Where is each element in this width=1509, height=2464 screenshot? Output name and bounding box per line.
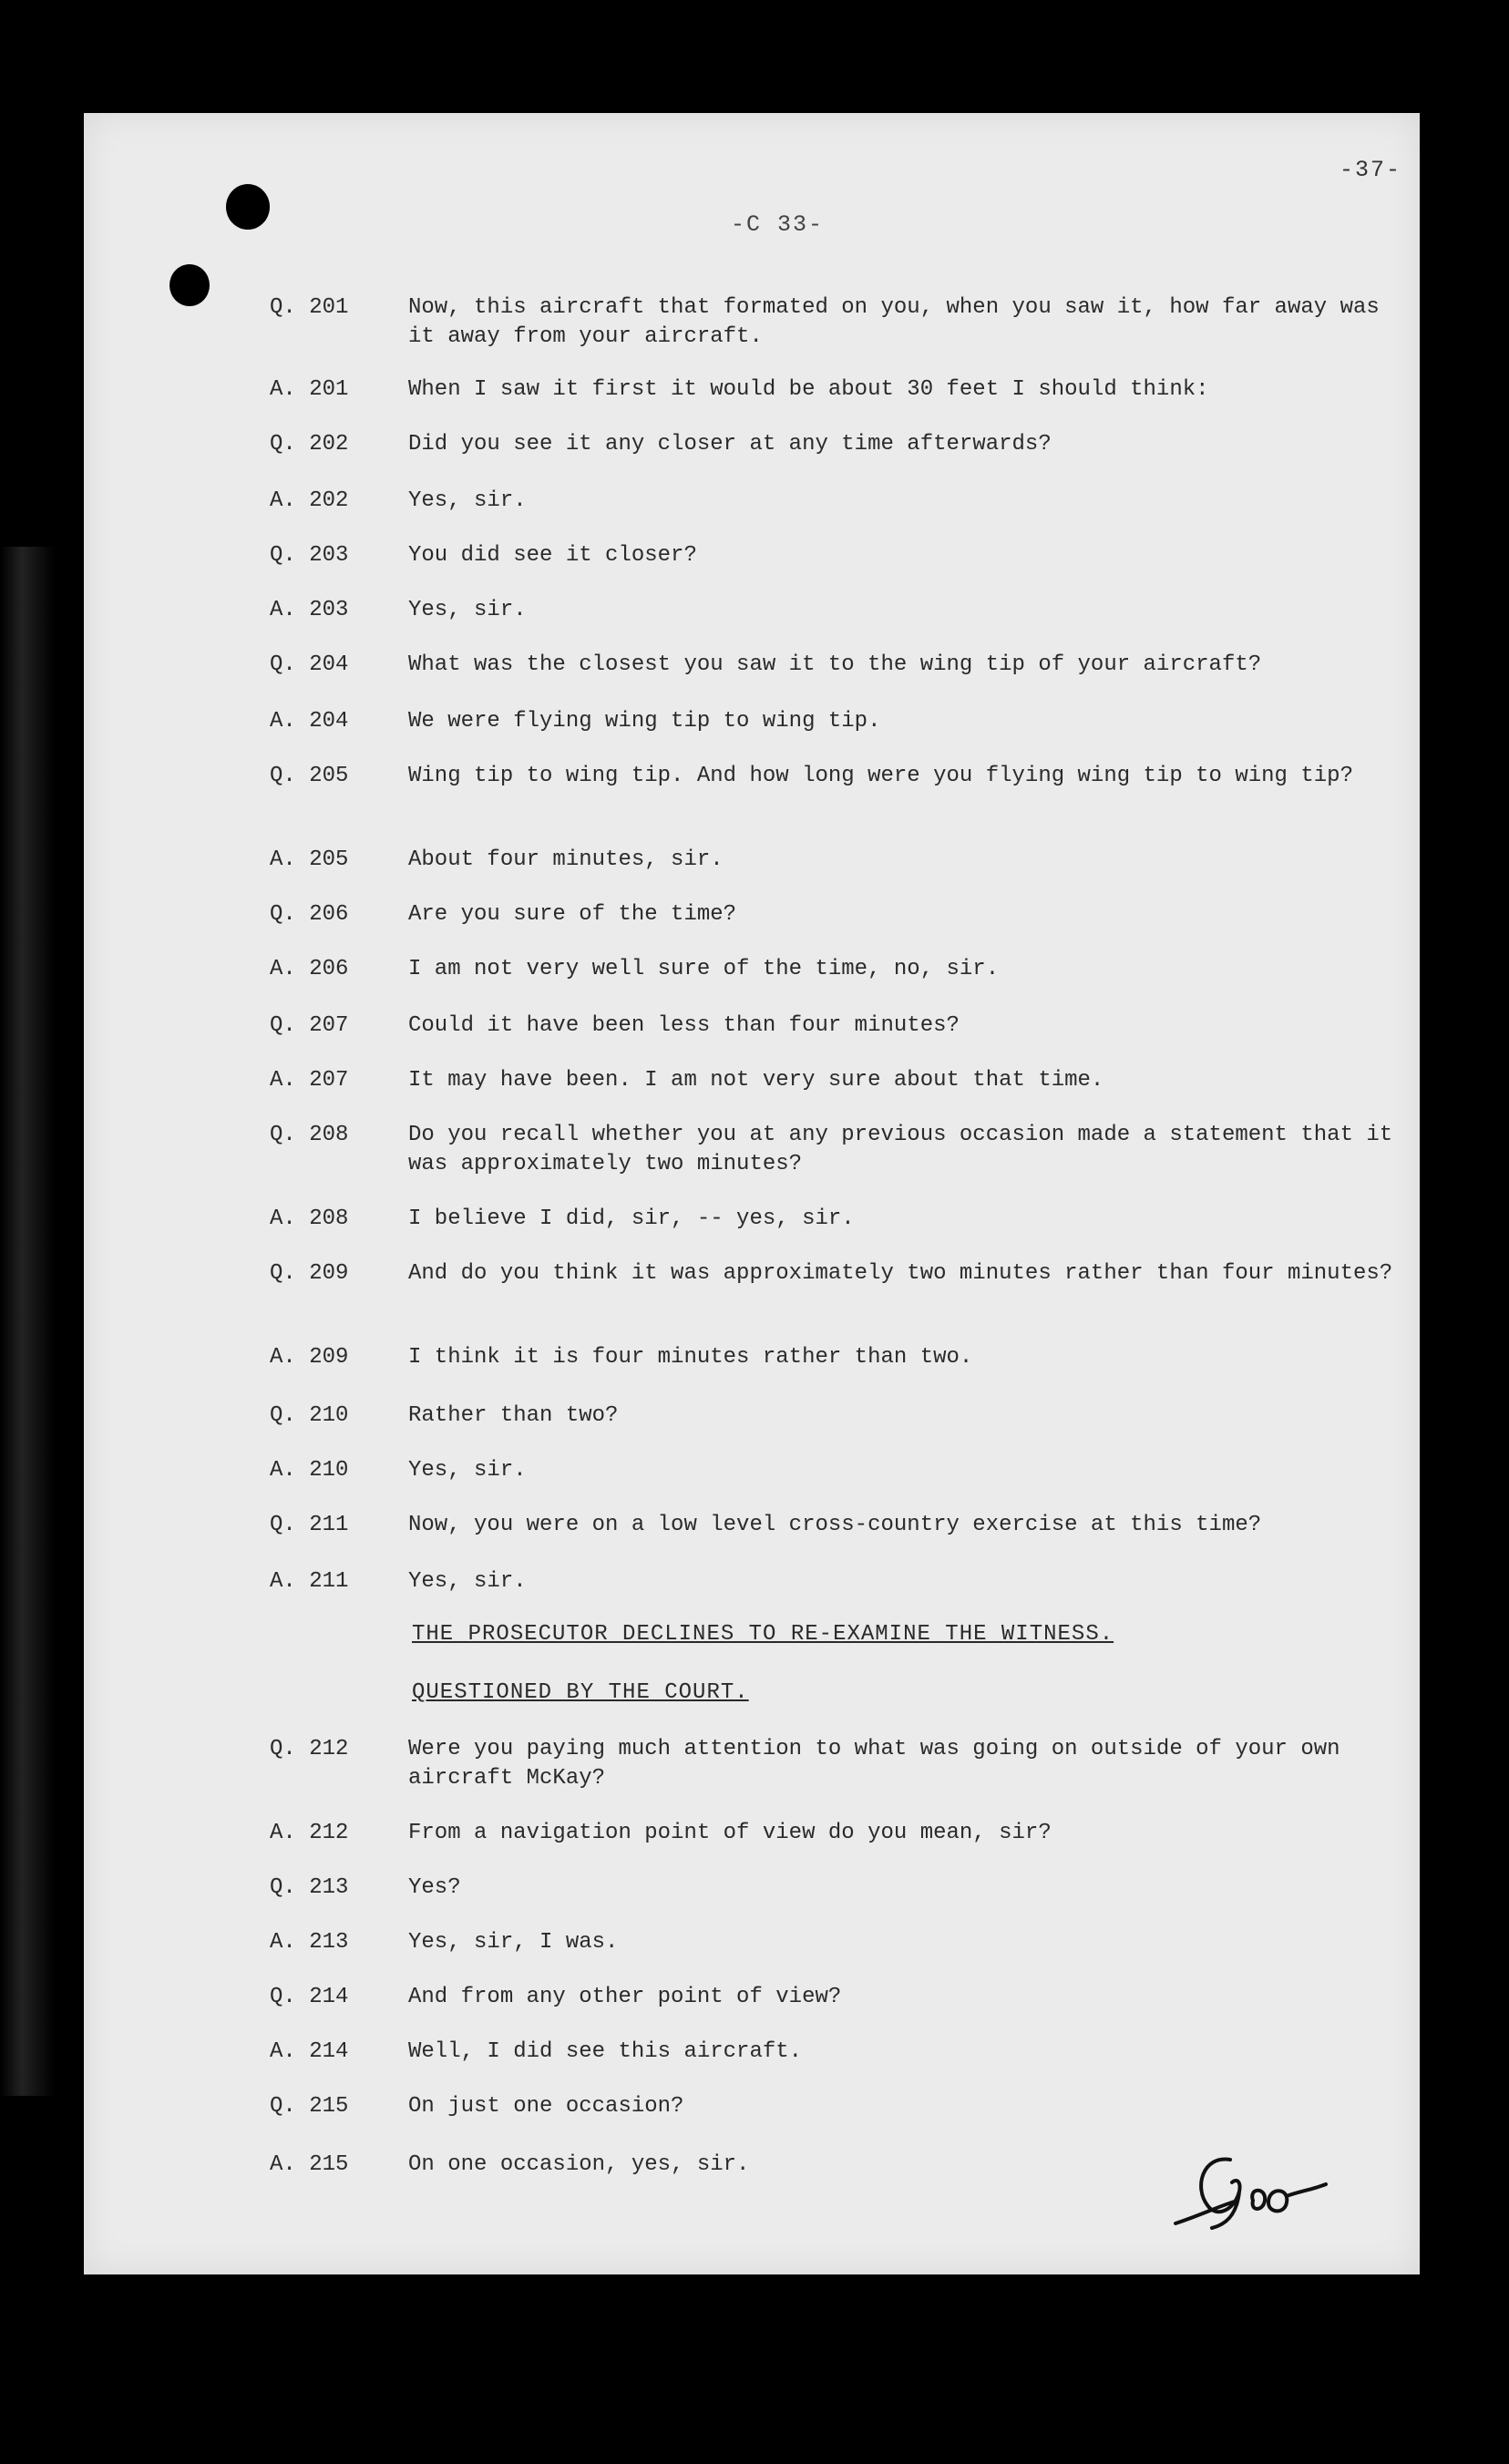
entry-text: Yes, sir, I was. bbox=[408, 1930, 619, 1955]
entry-text: What was the closest you saw it to the wing tip of your aircraft? bbox=[408, 652, 1262, 677]
entry-text: About four minutes, sir. bbox=[408, 847, 724, 872]
entry-text: Yes, sir. bbox=[408, 1458, 527, 1483]
entry-text: Were you paying much attention to what was going on outside of your own aircraft McKay? bbox=[408, 1737, 1340, 1791]
entry-text: Now, this aircraft that formated on you, when you saw it, how far away was it away from your aircraft. bbox=[408, 295, 1380, 349]
entry-text: When I saw it first it would be about 30 feet I should think: bbox=[408, 377, 1209, 402]
entry-label: A. 211 bbox=[270, 1569, 349, 1594]
entry-label: A. 203 bbox=[270, 598, 349, 622]
entry-text: Yes, sir. bbox=[408, 598, 527, 622]
entry-label: Q. 215 bbox=[270, 2094, 349, 2119]
entry-label: A. 206 bbox=[270, 957, 349, 981]
entry-label: Q. 201 bbox=[270, 295, 349, 320]
handwritten-signature bbox=[1166, 2137, 1349, 2237]
entry-label: Q. 209 bbox=[270, 1261, 349, 1286]
entry-text: I believe I did, sir, -- yes, sir. bbox=[408, 1206, 855, 1231]
entry-label: A. 213 bbox=[270, 1930, 349, 1955]
entry-label: Q. 206 bbox=[270, 902, 349, 927]
entry-text: Wing tip to wing tip. And how long were you flying wing tip to wing tip? bbox=[408, 764, 1353, 788]
entry-text: Yes? bbox=[408, 1875, 461, 1900]
section-heading-prosecutor: THE PROSECUTOR DECLINES TO RE-EXAMINE THE WITNESS. bbox=[412, 1622, 1114, 1647]
entry-label: Q. 210 bbox=[270, 1403, 349, 1428]
entry-label: Q. 203 bbox=[270, 543, 349, 568]
entry-label: A. 201 bbox=[270, 377, 349, 402]
entry-label: Q. 211 bbox=[270, 1513, 349, 1537]
entry-text: I think it is four minutes rather than two. bbox=[408, 1345, 973, 1370]
entry-text: And from any other point of view? bbox=[408, 1985, 842, 2009]
page-number: -37- bbox=[1340, 157, 1402, 183]
punch-hole bbox=[169, 264, 210, 306]
entry-label: Q. 213 bbox=[270, 1875, 349, 1900]
entry-label: A. 208 bbox=[270, 1206, 349, 1231]
entry-text: Now, you were on a low level cross-country exercise at this time? bbox=[408, 1513, 1262, 1537]
entry-label: Q. 205 bbox=[270, 764, 349, 788]
entry-text: You did see it closer? bbox=[408, 543, 697, 568]
entry-label: Q. 207 bbox=[270, 1013, 349, 1038]
entry-text: Yes, sir. bbox=[408, 1569, 527, 1594]
entry-label: Q. 202 bbox=[270, 432, 349, 457]
entry-text: Rather than two? bbox=[408, 1403, 619, 1428]
entry-text: It may have been. I am not very sure about that time. bbox=[408, 1068, 1104, 1093]
entry-text: And do you think it was approximately two minutes rather than four minutes? bbox=[408, 1261, 1393, 1286]
entry-label: A. 202 bbox=[270, 488, 349, 513]
entry-label: Q. 214 bbox=[270, 1985, 349, 2009]
entry-label: A. 209 bbox=[270, 1345, 349, 1370]
entry-text: Yes, sir. bbox=[408, 488, 527, 513]
entry-label: A. 214 bbox=[270, 2039, 349, 2064]
entry-text: Did you see it any closer at any time afterwards? bbox=[408, 432, 1052, 457]
entry-text: Are you sure of the time? bbox=[408, 902, 737, 927]
entry-text: On one occasion, yes, sir. bbox=[408, 2152, 750, 2177]
entry-label: A. 204 bbox=[270, 709, 349, 734]
entry-label: Q. 208 bbox=[270, 1123, 349, 1147]
punch-hole bbox=[226, 184, 270, 230]
entry-label: Q. 212 bbox=[270, 1737, 349, 1761]
entry-label: Q. 204 bbox=[270, 652, 349, 677]
entry-text: Do you recall whether you at any previous occasion made a statement that it was approximately two minutes? bbox=[408, 1123, 1393, 1176]
scan-left-edge bbox=[0, 547, 55, 2096]
entry-label: A. 212 bbox=[270, 1821, 349, 1845]
entry-text: Could it have been less than four minutes? bbox=[408, 1013, 960, 1038]
entry-text: I am not very well sure of the time, no, sir. bbox=[408, 957, 1000, 981]
series-number: -C 33- bbox=[731, 211, 825, 238]
section-heading-court: QUESTIONED BY THE COURT. bbox=[412, 1680, 749, 1705]
entry-text: We were flying wing tip to wing tip. bbox=[408, 709, 881, 734]
entry-label: A. 210 bbox=[270, 1458, 349, 1483]
entry-text: From a navigation point of view do you mean, sir? bbox=[408, 1821, 1052, 1845]
entry-label: A. 215 bbox=[270, 2152, 349, 2177]
entry-text: On just one occasion? bbox=[408, 2094, 684, 2119]
entry-label: A. 205 bbox=[270, 847, 349, 872]
entry-label: A. 207 bbox=[270, 1068, 349, 1093]
entry-text: Well, I did see this aircraft. bbox=[408, 2039, 803, 2064]
